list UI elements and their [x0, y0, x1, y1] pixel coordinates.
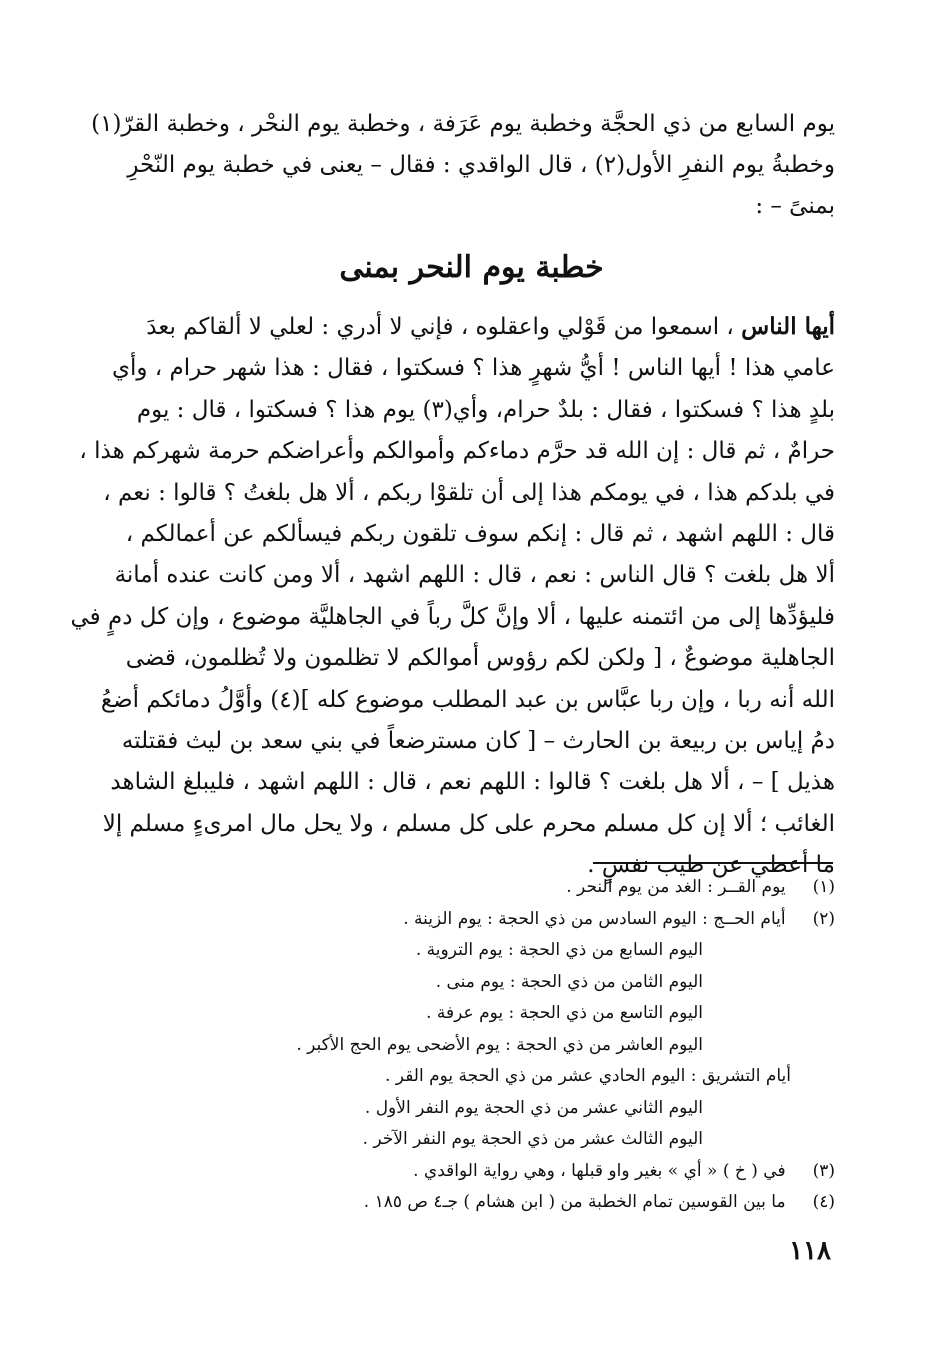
footnote-number: (٢): [812, 908, 835, 929]
sermon-lead: أيها الناس: [741, 313, 835, 340]
sermon-line-text: ، اسمعوا من قَوْلي واعقلوه ، فإني لا أدري : لعلي لا ألقاكم بعدَ: [146, 314, 734, 340]
footnote-text: اليوم الثالث عشر من ذي الحجة يوم النفر الآخر .: [362, 1129, 703, 1149]
footnote-row: [95, 1187, 835, 1219]
footnote-text: اليوم الثامن من ذي الحجة : يوم منى .: [435, 971, 703, 992]
footnote-number: (١): [812, 877, 835, 897]
page-number: ١١٨: [789, 1236, 831, 1266]
footnote-row: [95, 1093, 835, 1125]
sermon-line: الغائب ؛ ألا إن كل مسلم محرم على كل مسلم ، ولا يحل مال امرىءٍ مسلم إلا: [102, 810, 835, 837]
sermon-line: ما أعطي عن طيب نفسٍ .: [587, 852, 835, 879]
footnote-row: [95, 998, 835, 1030]
footnote-divider: [593, 862, 833, 864]
footnote-row: [95, 1156, 835, 1188]
sermon-line: فليؤدِّها إلى من ائتمنه عليها ، ألا وإنَّ كلَّ رباً في الجاهليَّة موضوع ، وإن كل دمٍ في: [70, 603, 835, 630]
sermon-line: في بلدكم هذا ، في يومكم هذا إلى أن تلقوْا ربكم ، ألا هل بلغتُ ؟ قالوا : نعم ،: [103, 479, 835, 506]
footnote-text: اليوم الثاني عشر من ذي الحجة يوم النفر الأول .: [364, 1097, 703, 1118]
footnote-row: [95, 1124, 835, 1156]
sermon-line: الجاهلية موضوعٌ ، [ ولكن لكم رؤوس أموالكم لا تظلمون ولا تُظلمون، قضى: [125, 645, 835, 672]
intro-paragraph: [91, 104, 835, 227]
intro-line: يوم السابع من ذي الحجَّة وخطبة يوم عَرَفة ، وخطبة يوم النحْر ، وخطبة القرّ(١): [91, 111, 835, 137]
sermon-line: قال : اللهم اشهد ، ثم قال : إنكم سوف تلقون ربكم فيسألكم عن أعمالكم ،: [125, 521, 835, 548]
intro-line: وخطبةُ يوم النفرِ الأول(٢) ، قال الواقدي : فقال – يعنى في خطبة يوم النّحْرِ: [127, 152, 835, 178]
intro-line: بمنىً – :: [755, 193, 835, 219]
footnote-text: ما بين القوسين تمام الخطبة من ( ابن هشام ) جـ٤ ص ١٨٥ .: [363, 1192, 786, 1212]
footnote-number: (٤): [812, 1192, 835, 1212]
footnote-row: [95, 967, 835, 999]
footnote-text: اليوم السابع من ذي الحجة : يوم التروية .: [415, 940, 703, 960]
footnote-text: أيام التشريق : اليوم الحادي عشر من ذي الحجة يوم القر .: [385, 1066, 791, 1086]
sermon-text: [70, 306, 835, 887]
footnote-text: اليوم التاسع من ذي الحجة : يوم عرفة .: [426, 1003, 703, 1023]
footnote-row: [95, 1030, 835, 1062]
footnote-text: في ( خ ) « أي » بغير واو قبلها ، وهي رواية الواقدي .: [413, 1160, 786, 1181]
footnote-row: [95, 872, 835, 904]
sermon-line: هذيل ] – ، ألا هل بلغت ؟ قالوا : اللهم نعم ، قال : اللهم اشهد ، فليبلغ الشاهد: [110, 769, 835, 796]
footnote-text: يوم القــر : الغد من يوم النحر .: [566, 877, 786, 897]
sermon-line: [105, 306, 835, 348]
sermon-line: حرامٌ ، ثم قال : إن الله قد حرَّم دماءكم وأموالكم وأعراضكم حرمة شهركم هذا ،: [79, 438, 835, 465]
footnote-text: اليوم العاشر من ذي الحجة : يوم الأضحى يوم الحج الأكبر .: [296, 1034, 703, 1055]
section-heading: خطبة يوم النحر بمنى: [339, 250, 604, 285]
sermon-line: بلدٍ هذا ؟ فسكتوا ، فقال : بلدٌ حرام، وأي(٣) يوم هذا ؟ فسكتوا ، قال : يوم: [136, 396, 835, 423]
footnote-row: [95, 1061, 835, 1093]
footnote-row: [95, 935, 835, 967]
footnote-row: [95, 904, 835, 936]
footnote-number: (٣): [812, 1160, 835, 1181]
sermon-line: الله أنه ربا ، وإن ربا عبَّاس بن عبد المطلب موضوع كله ](٤) وأوَّلُ دمائكم أضعُ: [100, 686, 835, 713]
sermon-line: عامي هذا ! أيها الناس ! أيُّ شهرٍ هذا ؟ فسكتوا ، فقال : هذا شهر حرام ، وأي: [111, 355, 835, 382]
sermon-line: دمُ إياس بن ربيعة بن الحارث – [ كان مسترضعاً في بني سعد بن ليث فقتلته: [121, 728, 835, 755]
footnotes: [95, 872, 835, 1219]
sermon-line: ألا هل بلغت ؟ قال الناس : نعم ، قال : اللهم اشهد ، ألا ومن كانت عنده أمانة: [114, 562, 835, 589]
footnote-text: أيام الحــج : اليوم السادس من ذي الحجة : يوم الزينة .: [403, 908, 786, 929]
